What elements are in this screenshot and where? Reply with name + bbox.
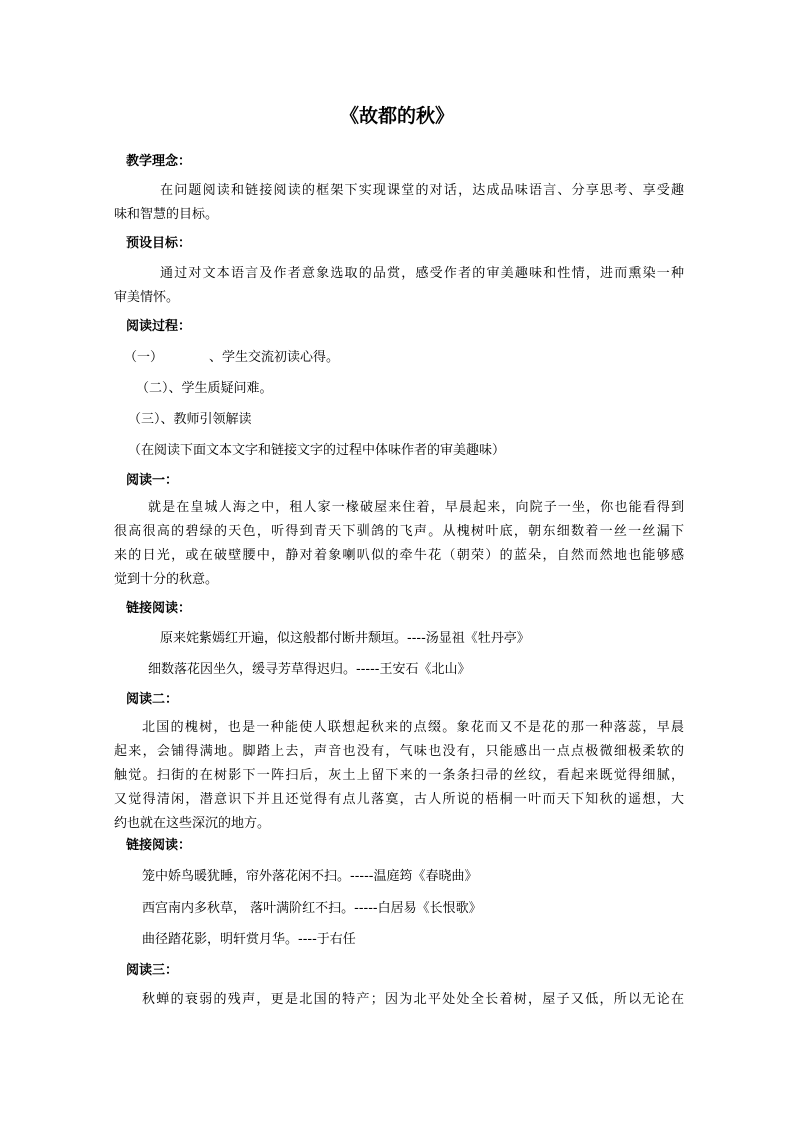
step-1-text: 、学生交流初读心得。 [209, 350, 340, 365]
step-3-note: （在阅读下面文本文字和链接文字的过程中体味作者的审美趣味） [128, 443, 506, 458]
paragraph-line: 来的日光，或在破壁腰中，静对着象喇叭似的牵牛花（朝荣）的蓝朵，自然而然地也能够感 [114, 548, 684, 563]
paragraph-line: 在问题阅读和链接阅读的框架下实现课堂的对话，达成品味语言、分享思考、享受趣 [160, 183, 684, 198]
step-3: （三）、教师引领解读 [128, 412, 252, 427]
heading-teaching-concept: 教学理念： [126, 154, 192, 169]
heading-reading-2: 阅读二： [126, 692, 179, 707]
heading-reading-1: 阅读一： [126, 473, 179, 488]
paragraph-line: 就是在皇城人海之中，租人家一椽破屋来住着，早晨起来，向院子一坐，你也能看得到 [148, 500, 684, 515]
paragraph-line: 很高很高的碧绿的天色，听得到青天下驯鸽的飞声。从槐树叶底，朝东细数着一丝一丝漏下 [114, 524, 684, 539]
step-2: （二）、学生质疑问难。 [136, 381, 273, 396]
paragraph-reading-2 [114, 716, 684, 836]
quote-peony-pavilion: 原来姹紫嫣红开遍，似这般都付断井颓垣。----汤显祖《牡丹亭》 [160, 631, 530, 646]
paragraph-line: 触觉。扫街的在树影下一阵扫后，灰土上留下来的一条条扫帚的丝纹，看起来既觉得细腻， [114, 768, 684, 783]
paragraph-line: 觉到十分的秋意。 [114, 572, 219, 587]
paragraph-line: 起来，会铺得满地。脚踏上去，声音也没有，气味也没有，只能感出一点点极微细极柔软的 [114, 744, 684, 759]
heading-reading-3: 阅读三： [126, 963, 179, 978]
paragraph-reading-1 [114, 496, 684, 592]
paragraph-line: 约也就在这些深沉的地方。 [114, 816, 271, 831]
quote-yu-youren: 曲径踏花影，明轩赏月华。----于右任 [142, 932, 356, 947]
paragraph-line: 味和智慧的目标。 [114, 207, 219, 222]
quote-north-mountain: 细数落花因坐久，缓寻芳草得迟归。-----王安石《北山》 [148, 662, 471, 677]
paragraph-line: 审美情怀。 [114, 290, 180, 305]
quote-everlasting-regret: 西宫南内多秋草， 落叶满阶红不扫。-----白居易《长恨歌》 [142, 901, 482, 916]
paragraph-line: 秋蝉的衰弱的残声，更是北国的特产；因为北平处处全长着树，屋子又低，所以无论在 [142, 992, 684, 1007]
paragraph-line: 又觉得清闲，潜意识下并且还觉得有点儿落寞，古人所说的梧桐一叶而天下知秋的遥想，大 [114, 792, 684, 807]
heading-process: 阅读过程： [126, 319, 192, 334]
paragraph-goal [114, 262, 684, 310]
paragraph-teaching-concept [114, 179, 684, 227]
step-1 [124, 349, 339, 367]
quote-spring-dawn: 笼中娇鸟暖犹睡，帘外落花闲不扫。-----温庭筠《春晓曲》 [142, 869, 478, 884]
paragraph-line: 北国的槐树，也是一种能使人联想起秋来的点缀。象花而又不是花的那一种落蕊，早晨 [142, 720, 684, 735]
paragraph-reading-3 [114, 988, 684, 1012]
heading-link-1: 链接阅读： [126, 601, 192, 616]
step-1-number: （一） [124, 350, 164, 365]
paragraph-line: 通过对文本语言及作者意象选取的品赏，感受作者的审美趣味和性情，进而熏染一种 [160, 266, 684, 281]
page-title: 《故都的秋》 [339, 105, 454, 127]
heading-link-2: 链接阅读： [126, 838, 192, 853]
heading-goal: 预设目标： [126, 236, 192, 251]
